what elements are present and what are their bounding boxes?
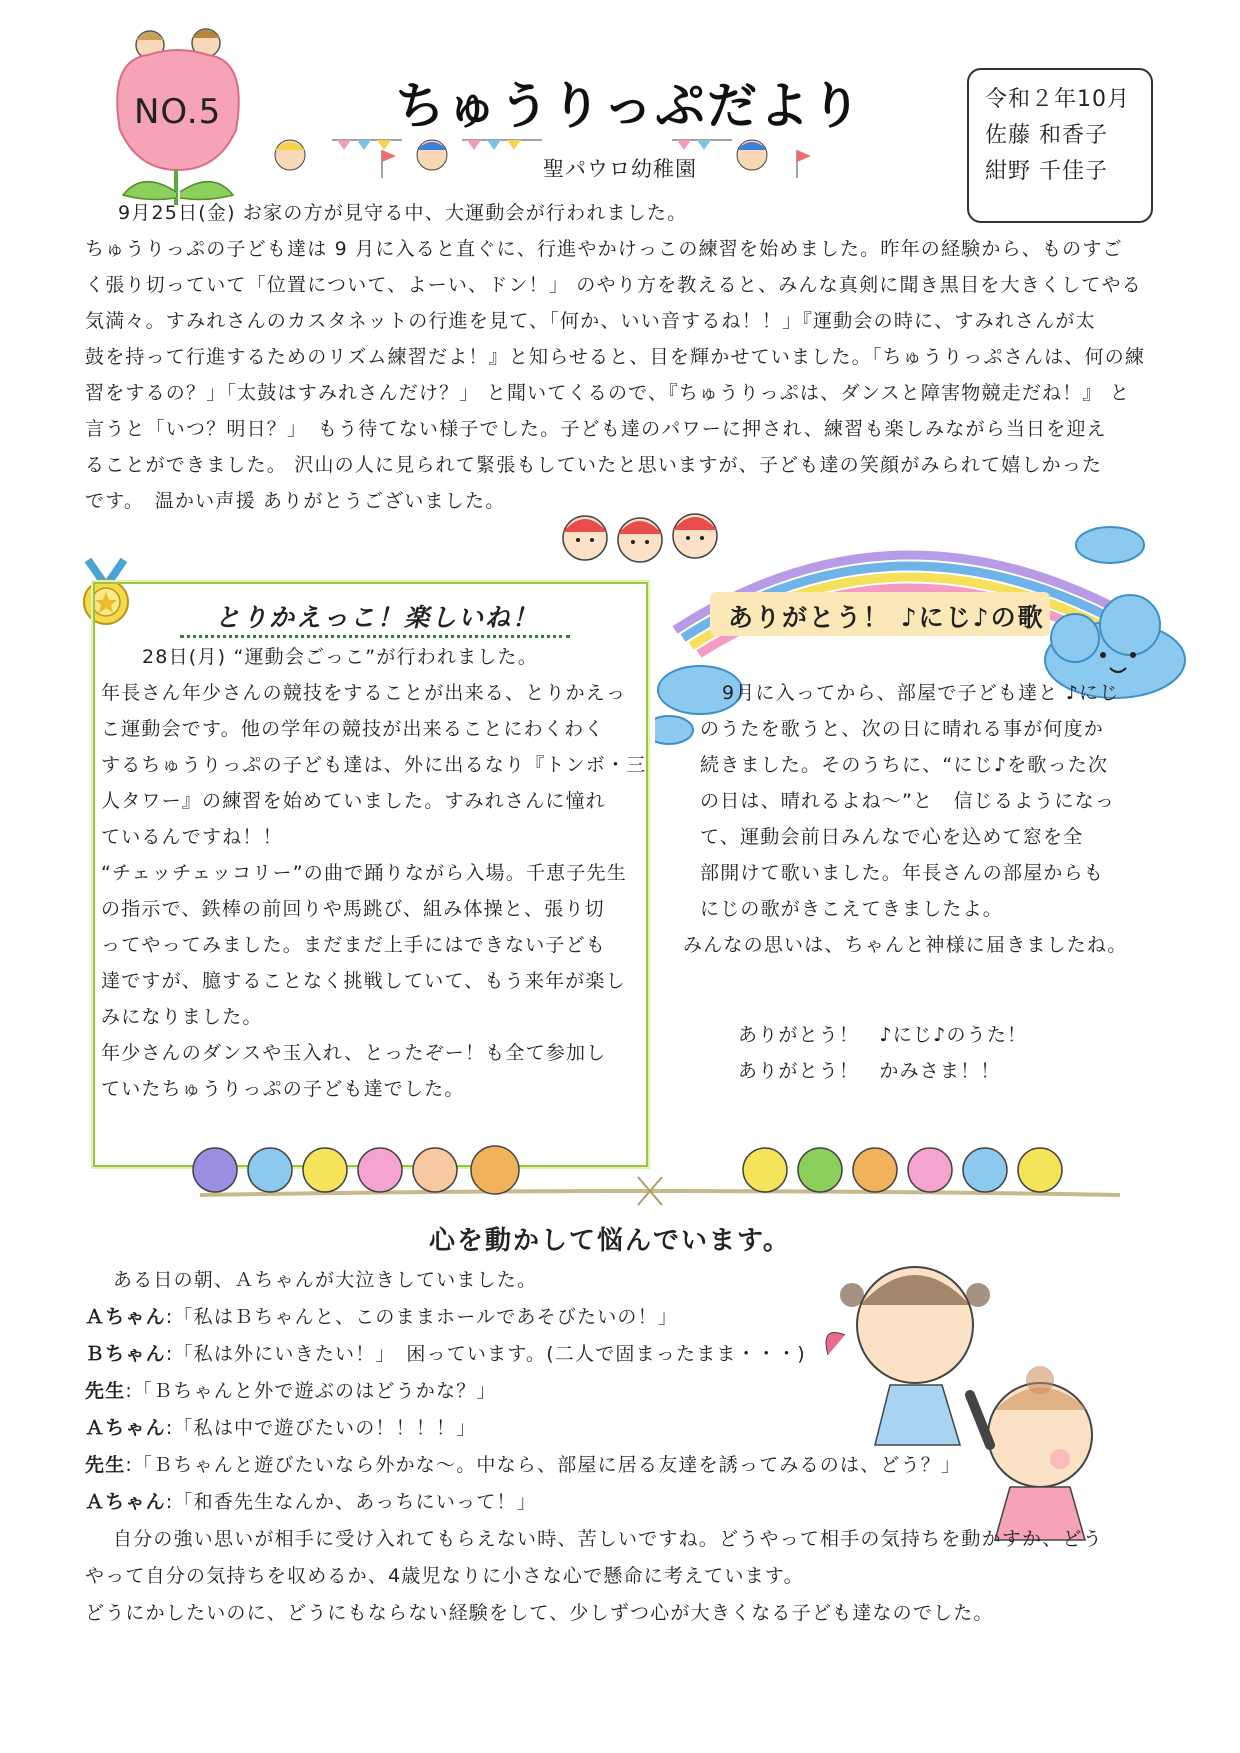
- left-line: 年長さん年少さんの競技をすることが出来る、とりかえっ: [101, 682, 627, 704]
- song-line: ありがとう！ かみさま！！: [738, 1060, 1001, 1082]
- speaker: 先生: [85, 1380, 126, 1402]
- song-line: ありがとう！ ♪にじ♪のうた！: [738, 1024, 1028, 1046]
- speaker: Ａちゃん: [85, 1306, 166, 1328]
- dialogue-row: [85, 1410, 476, 1447]
- intro-line: 鼓を持って行進するためのリズム練習だよ！』と知らせると、目を輝かせていました。「ちゅうりっぷさんは、何の練: [85, 346, 1146, 368]
- speech: :「私は外にいきたい！」 困っています。(二人で固まったまま・・・): [165, 1343, 806, 1365]
- speaker: Ｂちゃん: [85, 1343, 166, 1365]
- right-line: みんなの思いは、ちゃんと神様に届きましたね。: [683, 934, 1128, 956]
- speech: :「私はＢちゃんと、このままホールであそびたいの！」: [165, 1306, 679, 1328]
- author-2: 紺野 千佳子: [985, 159, 1108, 184]
- speaker: Ａちゃん: [85, 1491, 166, 1513]
- dialogue-row: [85, 1299, 678, 1336]
- dialogue-row: [85, 1484, 537, 1521]
- left-line: “チェッチェッコリー”の曲で踊りながら入場。千恵子先生: [101, 862, 627, 884]
- left-line: ているんですね！！: [101, 826, 283, 848]
- issue-number: NO.5: [134, 92, 222, 132]
- heading-underline: [180, 632, 570, 638]
- feelings-opening: ある日の朝、Ａちゃんが大泣きしていました。: [113, 1269, 538, 1291]
- closing-line: 自分の強い思いが相手に受け入れてもらえない時、苦しいですね。どうやって相手の気持ちを動かすか、どう: [113, 1528, 1103, 1550]
- crying-children-illustration: [820, 1245, 1130, 1545]
- speech: :「和香先生なんか、あっちにいって！」: [165, 1491, 537, 1513]
- speaker: 先生: [85, 1454, 126, 1476]
- article-torikaekko-heading: とりかえっこ！楽しいね！: [215, 603, 540, 632]
- article-rainbow-heading: ありがとう！ ♪にじ♪の歌: [728, 603, 1045, 632]
- issue-date: 令和２年10月: [985, 87, 1130, 112]
- newsletter-title: ちゅうりっぷだより: [395, 77, 863, 135]
- right-line: て、運動会前日みんなで心を込めて窓を全: [700, 826, 1084, 848]
- closing-line: やって自分の気持ちを収めるか、4歳児なりに小さな心で懸命に考えています。: [85, 1565, 804, 1587]
- left-line: するちゅうりっぷの子ども達は、外に出るなり『トンボ・三: [101, 754, 647, 776]
- intro-line: 言うと「いつ？明日？」 もう待てない様子でした。子ども達のパワーに押され、練習も楽しみながら当日を迎え: [85, 418, 1107, 440]
- left-line: こ運動会です。他の学年の競技が出来ることにわくわく: [101, 718, 605, 740]
- intro-line: 習をするの？」「太鼓はすみれさんだけ？」 と聞いてくるので、『ちゅうりっぷは、ダンスと障害物競走だね！』 と: [85, 382, 1131, 404]
- intro-line: く張り切っていて「位置について、よーい、ドン！」 のやり方を教えると、みんな真剣に聞き黒目を大きくしてやる: [85, 274, 1142, 296]
- right-line: 続きました。そのうちに、“にじ♪を歌った次: [700, 754, 1109, 776]
- closing-line: どうにかしたいのに、どうにもならない経験をして、少しずつ心が大きくなる子ども達なのでした。: [85, 1602, 994, 1624]
- author-1: 佐藤 和香子: [985, 123, 1108, 148]
- left-line: 人タワー』の練習を始めていました。すみれさんに憧れ: [101, 790, 607, 812]
- intro-line: 気満々。すみれさんのカスタネットの行進を見て、「何か、いい音するね！！」『運動会の時に、すみれさんが太: [85, 310, 1096, 332]
- right-line: のうたを歌うと、次の日に晴れる事が何度か: [700, 718, 1105, 740]
- left-line: の指示で、鉄棒の前回りや馬跳び、組み体操と、張り切: [101, 898, 605, 920]
- speaker: Ａちゃん: [85, 1417, 166, 1439]
- left-line: 28日(月) “運動会ごっこ”が行われました。: [142, 646, 538, 668]
- article-feelings-heading: 心を動かして悩んでいます。: [429, 1226, 791, 1256]
- intro-line: です。 温かい声援 ありがとうございました。: [85, 490, 506, 512]
- intro-line: ちゅうりっぷの子ども達は 9 月に入ると直ぐに、行進やかけっこの練習を始めました。昨年の経験から、ものすご: [85, 238, 1123, 260]
- sports-day-kids-illustration: [262, 130, 822, 190]
- left-line: 年少さんのダンスや玉入れ、とったぞー！も全て参加し: [101, 1042, 607, 1064]
- right-line: 部開けて歌いました。年長さんの部屋からも: [700, 862, 1105, 884]
- speech: :「Ｂちゃんと外で遊ぶのはどうかな？」: [125, 1380, 497, 1402]
- left-line: みになりました。: [101, 1006, 263, 1028]
- left-line: 達ですが、臆することなく挑戦していて、もう来年が楽し: [101, 970, 626, 992]
- left-line: ていたちゅうりっぷの子ども達でした。: [101, 1078, 465, 1100]
- date-author-box: [967, 68, 1153, 223]
- school-name: 聖パウロ幼稚園: [543, 157, 697, 181]
- right-line: にじの歌がきこえてきましたよ。: [700, 898, 1004, 920]
- intro-line: ることができました。 沢山の人に見られて緊張もしていたと思いますが、子ども達の笑顔がみられて嬉しかった: [85, 454, 1103, 476]
- speech: :「Ｂちゃんと遊びたいなら外かな～。中なら、部屋に居る友達を誘ってみるのは、どう？」: [125, 1454, 962, 1476]
- left-line: ってやってみました。まだまだ上手にはできない子ども: [101, 934, 607, 956]
- intro-line: 9月25日(金) お家の方が見守る中、大運動会が行われました。: [118, 202, 688, 224]
- dialogue-row: [85, 1373, 497, 1410]
- dialogue-row: [85, 1336, 806, 1373]
- speech: :「私は中で遊びたいの！！！！」: [165, 1417, 477, 1439]
- right-line: の日は、晴れるよね～”と 信じるようになっ: [700, 790, 1116, 812]
- right-line: 9月に入ってから、部屋で子ども達と ♪にじ: [722, 682, 1120, 704]
- tug-of-war-animals-divider: [180, 1125, 1140, 1215]
